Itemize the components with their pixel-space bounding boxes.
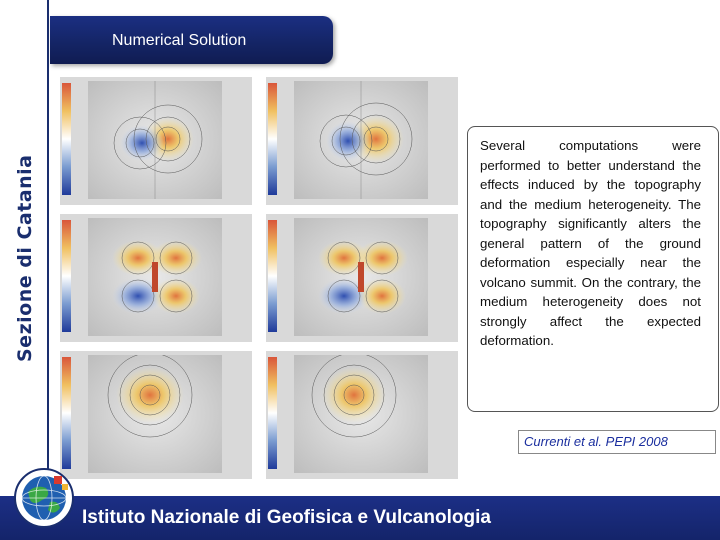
map-panel-d (266, 214, 458, 342)
sidebar (0, 0, 47, 540)
globe-logo-icon (12, 466, 76, 530)
sidebar-divider (47, 0, 49, 486)
map-panel-b (266, 77, 458, 205)
citation-text: Currenti et al. PEPI 2008 (524, 434, 668, 449)
map-panel-c (60, 214, 252, 342)
description-box (467, 126, 719, 412)
map-panel-e (60, 351, 252, 479)
description-text: Several computations were performed to better understand the effects induced by the topography and the medium heterogeneity. The topography significantly alters the general pattern of the ground deformation especially near the volcano summit. On the contrary, the medium heterogeneity does not strongly affect the expected deformation. (480, 138, 701, 348)
citation-box (518, 430, 716, 454)
slide-title: Numerical Solution (112, 32, 247, 49)
slide-title-box (50, 16, 333, 64)
section-title-text: Sezione di Catania (14, 154, 36, 362)
deformation-figure (60, 77, 460, 485)
footer-bar (0, 496, 720, 540)
map-panel-a (60, 77, 252, 205)
map-panel-f (266, 351, 458, 479)
institute-name: Istituto Nazionale di Geofisica e Vulcanologia (82, 507, 491, 528)
